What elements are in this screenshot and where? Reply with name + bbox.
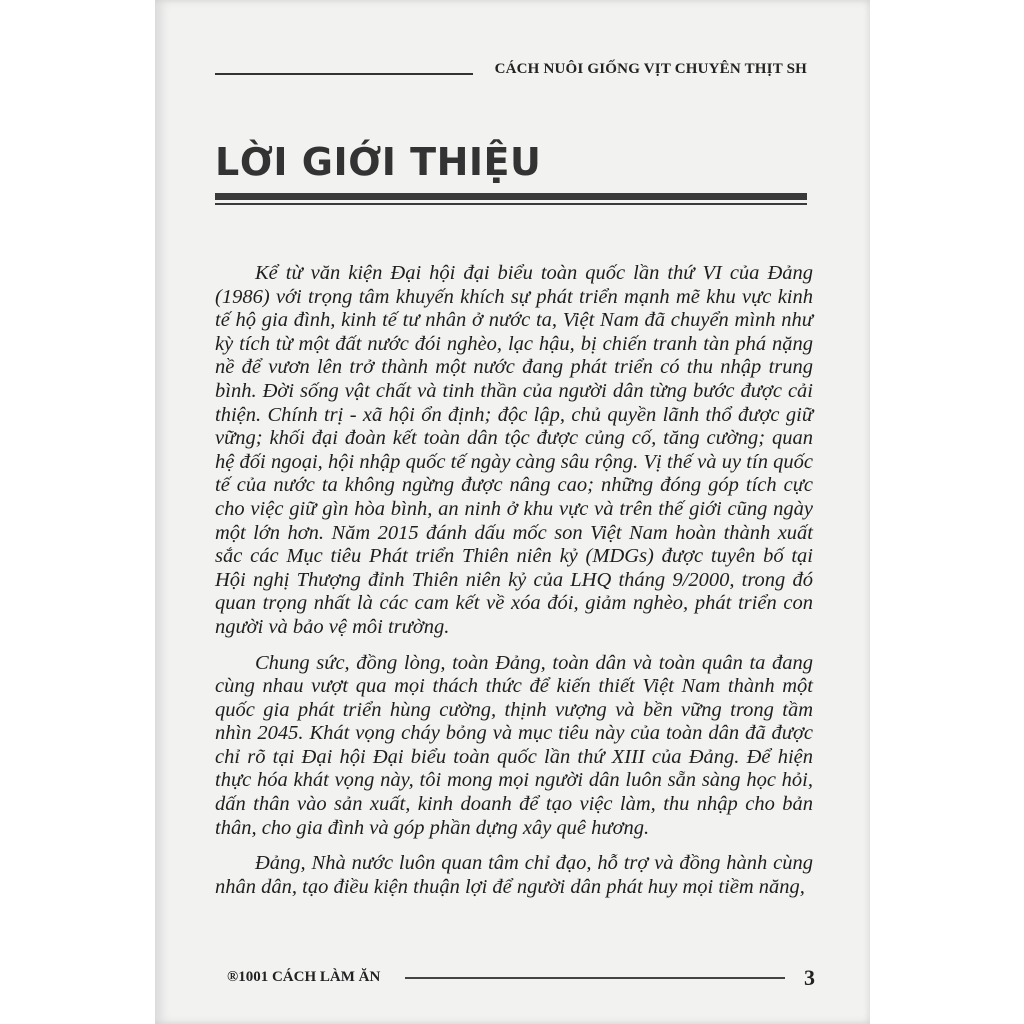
scan-background [0,0,155,1024]
running-title: CÁCH NUÔI GIỐNG VỊT CHUYÊN THỊT SH [494,61,807,77]
body-text [215,262,813,911]
paragraph-2: Chung sức, đồng lòng, toàn Đảng, toàn dân và toàn quân ta đang cùng nhau vượt qua mọi thách thức để kiến thiết Việt Nam thành một quốc gia phát triển hùng cường, thịnh vượng và bền vững trong tầm nhìn 2045. Khát vọng cháy bỏng và mục tiêu này của toàn dân đã được chỉ rõ tại Đại hội Đại biểu toàn quốc lần thứ XIII của Đảng. Để hiện thực hóa khát vọng này, tôi mong mọi người dân luôn sẵn sàng học hỏi, dấn thân vào sản xuất, kinh doanh để tạo việc làm, thu nhập cho bản thân, cho gia đình và góp phần dựng xây quê hương. [215,651,813,839]
paragraph-3: Đảng, Nhà nước luôn quan tâm chỉ đạo, hỗ trợ và đồng hành cùng nhân dân, tạo điều kiện thuận lợi để người dân phát huy mọi tiềm năng, [215,852,813,898]
paragraph-1: Kể từ văn kiện Đại hội đại biểu toàn quốc lần thứ VI của Đảng (1986) với trọng tâm khuyến khích sự phát triển mạnh mẽ khu vực kinh tế hộ gia đình, kinh tế tư nhân ở nước ta, Việt Nam đã chuyển mình như kỳ tích từ một đất nước đói nghèo, lạc hậu, bị chiến tranh tàn phá nặng nề để vươn lên trở thành một nước đang phát triển có thu nhập trung bình. Đời sống vật chất và tinh thần của người dân từng bước được cải thiện. Chính trị - xã hội ổn định; độc lập, chủ quyền lãnh thổ được giữ vững; khối đại đoàn kết toàn dân tộc được củng cố, tăng cường; quan hệ đối ngoại, hội nhập quốc tế ngày càng sâu rộng. Vị thế và uy tín quốc tế của nước ta không ngừng được nâng cao; những đóng góp tích cực cho việc giữ gìn hòa bình, an ninh ở khu vực và trên thế giới cũng ngày một lớn hơn. Năm 2015 đánh dấu mốc son Việt Nam hoàn thành xuất sắc các Mục tiêu Phát triển Thiên niên kỷ (MDGs) được tuyên bố tại Hội nghị Thượng đỉnh Thiên niên kỷ của LHQ tháng 9/2000, trong đó quan trọng nhất là các cam kết về xóa đói, giảm nghèo, phát triển con người và bảo vệ môi trường. [215,262,813,638]
series-name: ®1001 CÁCH LÀM ĂN [227,969,381,985]
title-rule-thin [215,203,807,205]
page-footer [215,965,815,993]
running-header [215,61,807,85]
title-rule-thick [215,193,807,200]
chapter-title: LỜI GIỚI THIỆU [215,140,542,184]
page-number: 3 [804,965,815,990]
footer-rule [405,977,785,979]
header-rule [215,73,473,75]
